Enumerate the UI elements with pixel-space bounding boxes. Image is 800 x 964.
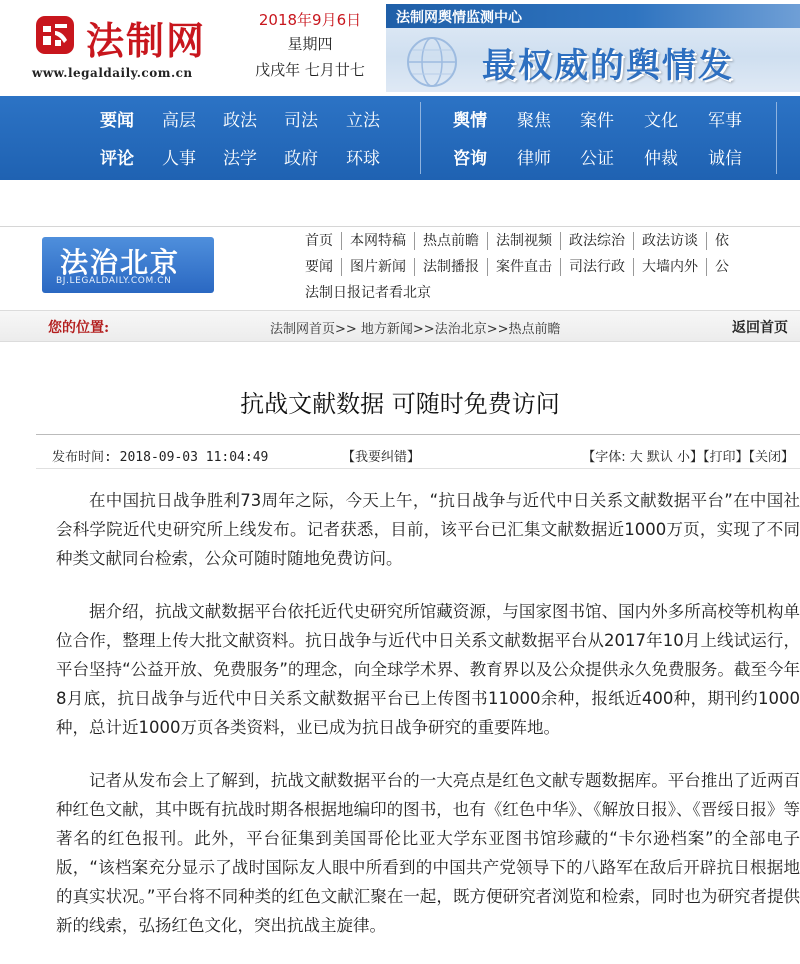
article-title: 抗战文献数据 可随时免费访问 — [240, 390, 560, 418]
nav-item-huanqiu[interactable]: 环球 — [346, 149, 380, 169]
subsite-logo-text: 法治北京 — [60, 246, 181, 279]
main-nav — [0, 96, 800, 180]
banner-header — [386, 4, 800, 28]
nav-item-zhengfa[interactable]: 政法 — [223, 111, 257, 131]
article-paragraph: 记者从发布会上了解到，抗战文献数据平台的一大亮点是红色文献专题数据库。平台推出了近两百种红色文献，其中既有抗战时期各根据地编印的图书，也有《红色中华》、《解放日报》、《晋绥日报》等著名的红色报刊。此外，平台征集到美国哥伦比亚大学东亚图书馆珍藏的“卡尔逊档案”的全部电子版，“该档案充分显示了战时国际友人眼中所看到的中国共产党领导下的八路军在敌后开辟抗日根据地的真实状况。”平台将不同种类的红色文献汇聚在一起，既方便研究者浏览和检索，同时也为研究者提供新的线索，弘扬红色文化，突出抗战主旋律。 — [56, 771, 800, 935]
report-error-link[interactable]: 【我要纠错】 — [342, 450, 421, 465]
nav-item-lvshi[interactable]: 律师 — [517, 149, 551, 169]
date-gregorian: 2018年9月6日 — [258, 11, 362, 29]
subnav-item-cases[interactable]: 案件直击 — [487, 258, 560, 276]
subnav-item-broadcast[interactable]: 法制播报 — [414, 258, 487, 276]
divider — [0, 226, 800, 227]
divider — [36, 434, 800, 435]
publish-time: 发布时间: 2018-09-03 11:04:49 — [52, 450, 269, 465]
logo-text: 法制网 — [86, 18, 207, 63]
banner-title: 法制网舆情监测中心 — [396, 10, 522, 26]
nav-item-gaoceng[interactable]: 高层 — [162, 111, 196, 131]
nav-item-pinglun[interactable]: 评论 — [100, 149, 134, 169]
nav-item-sifa[interactable]: 司法 — [284, 111, 318, 131]
nav-item-junshi[interactable]: 军事 — [708, 111, 742, 131]
nav-item-yaowen[interactable]: 要闻 — [100, 111, 134, 131]
nav-item-faxue[interactable]: 法学 — [223, 149, 257, 169]
subnav-item-interview[interactable]: 政法访谈 — [633, 232, 706, 250]
back-home-link[interactable]: 返回首页 — [732, 320, 788, 336]
weekday: 星期四 — [287, 35, 333, 53]
subnav-item-politics[interactable]: 政法综治 — [560, 232, 633, 250]
article-paragraph: 据介绍，抗战文献数据平台依托近代史研究所馆藏资源，与国家图书馆、国内外多所高校等机构单位合作，整理上传大批文献资料。抗日战争与近代中日关系文献数据平台从2017年10月上线试运行，平台坚持“公益开放、免费服务”的理念，向全球学术界、教育界以及公众提供永久免费服务。截至今年8月底，抗日战争与近代中日关系文献数据平台已上传图书11000余种，报纸近400种，期刊约1000种，总计近1000万页各类资料，业已成为抗日战争研究的重要阵地。 — [56, 602, 800, 737]
subnav-item-reporter[interactable]: 法制日报记者看北京 — [305, 285, 431, 301]
subnav-item-special[interactable]: 本网特稿 — [341, 232, 414, 250]
nav-item-jujiao[interactable]: 聚焦 — [517, 111, 551, 131]
breadcrumb[interactable]: 法制网首页>> 地方新闻>>法治北京>>热点前瞻 — [270, 322, 561, 337]
article-paragraph: 在中国抗日战争胜利73周年之际，今天上午，“抗日战争与近代中日关系文献数据平台”在中国社会科学院近代史研究所上线发布。记者获悉，目前，该平台已汇集文献数据近1000万页，实现了不同种类文献同台检索，公众可随时随地免费访问。 — [56, 491, 800, 568]
subsite-logo-url: BJ.LEGALDAILY.COM.CN — [56, 276, 172, 286]
nav-item-anjian[interactable]: 案件 — [580, 111, 614, 131]
subnav-item-photo[interactable]: 图片新闻 — [341, 258, 414, 276]
date-box — [240, 10, 380, 82]
nav-item-lifa[interactable]: 立法 — [346, 111, 380, 131]
subnav-row-2 — [305, 256, 800, 282]
date-lunar: 戊戌年 七月廿七 — [255, 61, 365, 79]
nav-item-wenhua[interactable]: 文化 — [644, 111, 678, 131]
logo-url: www.legaldaily.com.cn — [32, 66, 193, 80]
nav-divider — [420, 102, 421, 174]
banner-slogan: 最权威的舆情发 — [482, 46, 734, 86]
subsite-nav — [305, 230, 800, 306]
site-header — [0, 0, 800, 96]
ad-banner[interactable] — [386, 4, 800, 92]
nav-item-renshi[interactable]: 人事 — [162, 149, 196, 169]
subnav-item-more-1[interactable]: 依 — [706, 232, 737, 250]
article-body — [56, 486, 800, 964]
subnav-item-prison[interactable]: 大墙内外 — [633, 258, 706, 276]
nav-item-yuqing[interactable]: 舆情 — [453, 111, 487, 131]
subnav-item-more-2[interactable]: 公 — [706, 258, 737, 276]
nav-item-zixun[interactable]: 咨询 — [453, 149, 487, 169]
divider — [36, 468, 800, 469]
subnav-item-video[interactable]: 法制视频 — [487, 232, 560, 250]
subnav-row-3 — [305, 282, 800, 308]
nav-item-zhongcai[interactable]: 仲裁 — [644, 149, 678, 169]
subnav-item-judicial[interactable]: 司法行政 — [560, 258, 633, 276]
article-meta — [36, 444, 800, 466]
nav-item-chengxin[interactable]: 诚信 — [708, 149, 742, 169]
location-label: 您的位置: — [48, 320, 110, 336]
subnav-row-1 — [305, 230, 800, 256]
subnav-item-home[interactable]: 首页 — [305, 233, 333, 249]
nav-divider — [776, 102, 777, 174]
subsite-logo[interactable] — [42, 237, 214, 293]
nav-row-2 — [0, 136, 800, 174]
subnav-item-news[interactable]: 要闻 — [305, 259, 333, 275]
site-logo[interactable] — [30, 8, 230, 88]
nav-row-1 — [0, 98, 800, 136]
globe-icon — [392, 32, 476, 90]
logo-emblem-icon — [34, 14, 76, 56]
nav-item-zhengfu[interactable]: 政府 — [284, 149, 318, 169]
location-bar — [0, 310, 800, 342]
subnav-item-hot[interactable]: 热点前瞻 — [414, 232, 487, 250]
article-tools[interactable]: 【字体: 大 默认 小】【打印】【关闭】 — [582, 450, 794, 465]
nav-item-gongzheng[interactable]: 公证 — [580, 149, 614, 169]
